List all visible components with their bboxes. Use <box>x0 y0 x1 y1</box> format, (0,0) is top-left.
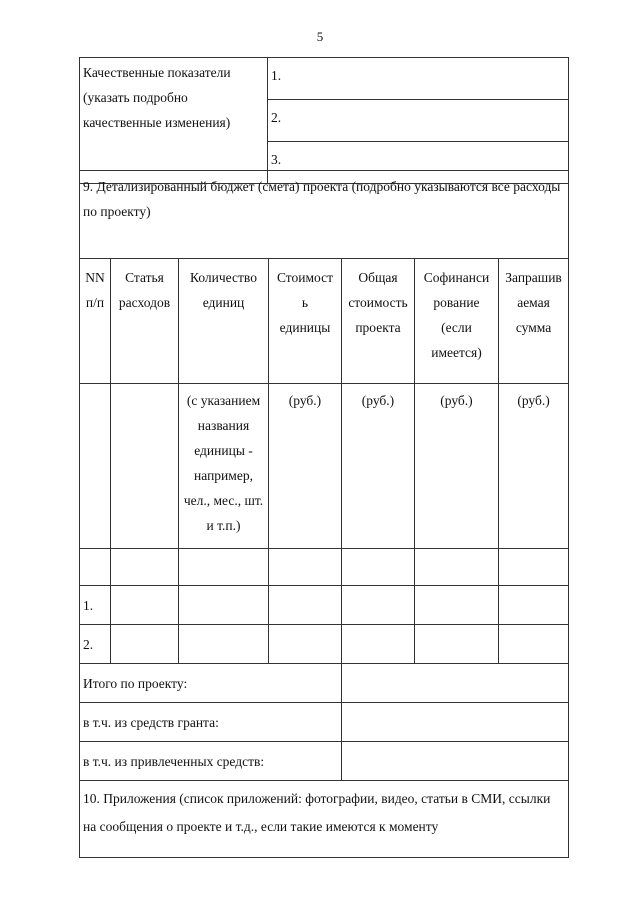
row-number: 1. <box>80 586 111 625</box>
header-nn: NN п/п <box>80 259 111 384</box>
budget-blank-row <box>80 549 569 586</box>
total-grant-value <box>342 703 569 742</box>
table-row <box>80 625 569 664</box>
page-number: 5 <box>316 29 324 44</box>
budget-section-title: 9. Детализированный бюджет (смета) проекта (подробно указываются все расходы по проекту) <box>80 171 569 259</box>
header-quantity: Количество единиц <box>179 259 269 384</box>
unit-cost-currency: (руб.) <box>269 384 342 549</box>
header-total-cost: Общая стоимость проекта <box>342 259 415 384</box>
budget-header-row <box>80 259 569 384</box>
qualitative-item-2: 2. <box>268 100 569 142</box>
unit-quantity-note: (с указанием названия единицы - например, чел., мес., шт. и т.п.) <box>179 384 269 549</box>
row-number: 2. <box>80 625 111 664</box>
total-project-row <box>80 664 569 703</box>
qualitative-indicators-table <box>79 57 569 184</box>
appendices-section-title: 10. Приложения (список приложений: фотографии, видео, статьи в СМИ, ссылки на сообщения о проекте и т.д., если такие имеются к моменту <box>80 781 569 858</box>
header-unit-cost: Стоимост ь единицы <box>269 259 342 384</box>
total-project-label: Итого по проекту: <box>80 664 342 703</box>
total-attracted-row <box>80 742 569 781</box>
total-grant-label: в т.ч. из средств гранта: <box>80 703 342 742</box>
budget-table <box>79 170 569 858</box>
budget-units-row <box>80 384 569 549</box>
qualitative-item-3: 3. <box>268 142 569 184</box>
header-requested: Запрашив аемая сумма <box>499 259 569 384</box>
table-row <box>80 586 569 625</box>
total-project-value <box>342 664 569 703</box>
qualitative-label: Качественные показатели (указать подробно качественные изменения) <box>80 58 268 184</box>
total-attracted-label: в т.ч. из привлеченных средств: <box>80 742 342 781</box>
total-grant-row <box>80 703 569 742</box>
header-expense-item: Статья расходов <box>111 259 179 384</box>
total-attracted-value <box>342 742 569 781</box>
header-cofinancing: Софинанси рование (если имеется) <box>415 259 499 384</box>
cofinancing-currency: (руб.) <box>415 384 499 549</box>
qualitative-item-1: 1. <box>268 58 569 100</box>
total-cost-currency: (руб.) <box>342 384 415 549</box>
requested-currency: (руб.) <box>499 384 569 549</box>
